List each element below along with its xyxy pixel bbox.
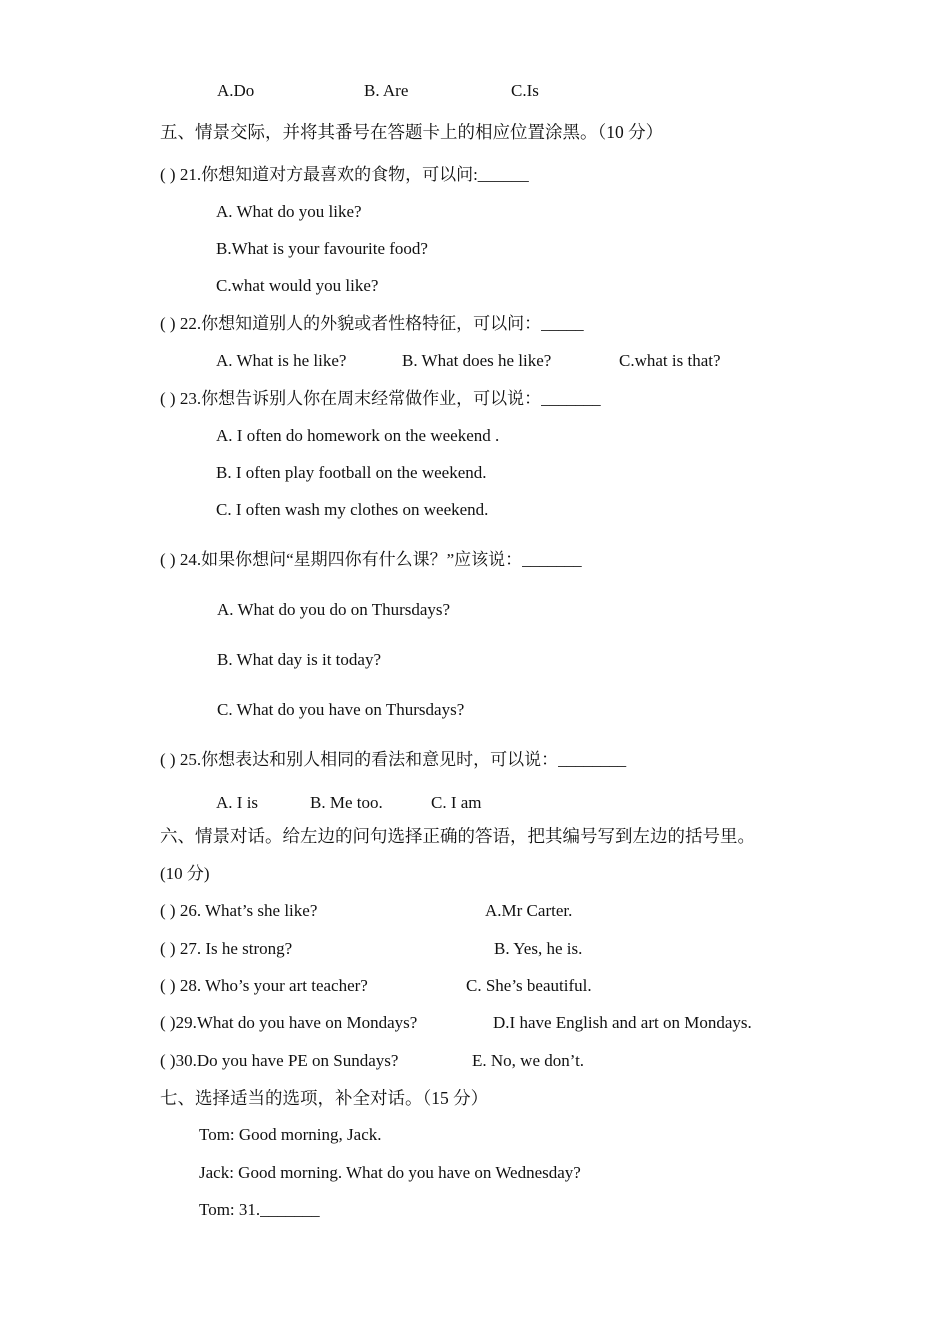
q21-option-c: C.what would you like? [216, 276, 379, 295]
q23-stem: ( ) 23.你想告诉别人你在周末经常做作业，可以说：_______ [160, 389, 601, 408]
answer-a: A.Mr Carter. [485, 901, 573, 920]
q25-stem: ( ) 25.你想表达和别人相同的看法和意见时，可以说：________ [160, 750, 627, 769]
q22-option-c: C.what is that? [619, 351, 721, 370]
q23-option-b: B. I often play football on the weekend. [216, 463, 487, 482]
dialogue-line-3: Tom: 31._______ [199, 1200, 320, 1219]
q23-option-a: A. I often do homework on the weekend . [216, 426, 500, 445]
q30-question: ( )30.Do you have PE on Sundays? [160, 1051, 399, 1070]
q22-stem: ( ) 22.你想知道别人的外貌或者性格特征，可以问：_____ [160, 314, 584, 333]
answer-c: C. She’s beautiful. [466, 976, 592, 995]
section6-title: 六、情景对话。给左边的问句选择正确的答语，把其编号写到左边的括号里。 [160, 826, 755, 846]
answer-d: D.I have English and art on Mondays. [493, 1013, 752, 1032]
section7-title: 七、选择适当的选项，补全对话。（15 分） [160, 1088, 489, 1108]
q23-option-c: C. I often wash my clothes on weekend. [216, 500, 489, 519]
q21-option-b: B.What is your favourite food? [216, 239, 428, 258]
q21-stem: ( ) 21.你想知道对方最喜欢的食物，可以问:______ [160, 165, 529, 184]
dialogue-line-2: Jack: Good morning. What do you have on Wednesday? [199, 1163, 581, 1182]
q22-option-a: A. What is he like? [216, 351, 347, 370]
q25-option-a: A. I is [216, 793, 259, 812]
section5-title: 五、情景交际，并将其番号在答题卡上的相应位置涂黑。（10 分） [160, 122, 664, 142]
q24-option-a: A. What do you do on Thursdays? [217, 600, 451, 619]
q26-question: ( ) 26. What’s she like? [160, 901, 318, 920]
q27-question: ( ) 27. Is he strong? [160, 939, 293, 958]
q24-option-c: C. What do you have on Thursdays? [217, 700, 465, 719]
answer-e: E. No, we don’t. [472, 1051, 585, 1070]
q25-option-c: C. I am [431, 793, 482, 812]
q21-option-a: A. What do you like? [216, 202, 362, 221]
q29-question: ( )29.What do you have on Mondays? [160, 1013, 418, 1032]
q28-question: ( ) 28. Who’s your art teacher? [160, 976, 368, 995]
dialogue-line-1: Tom: Good morning, Jack. [199, 1125, 382, 1144]
section6-score: (10 分) [160, 864, 210, 883]
q25-option-b: B. Me too. [310, 793, 383, 812]
option-c: C.Is [511, 81, 539, 100]
answer-b: B. Yes, he is. [494, 939, 583, 958]
option-a: A.Do [217, 81, 255, 100]
q24-stem: ( ) 24.如果你想问“星期四你有什么课？”应该说：_______ [160, 550, 582, 569]
q22-option-b: B. What does he like? [402, 351, 552, 370]
option-b: B. Are [364, 81, 409, 100]
q24-option-b: B. What day is it today? [217, 650, 381, 669]
